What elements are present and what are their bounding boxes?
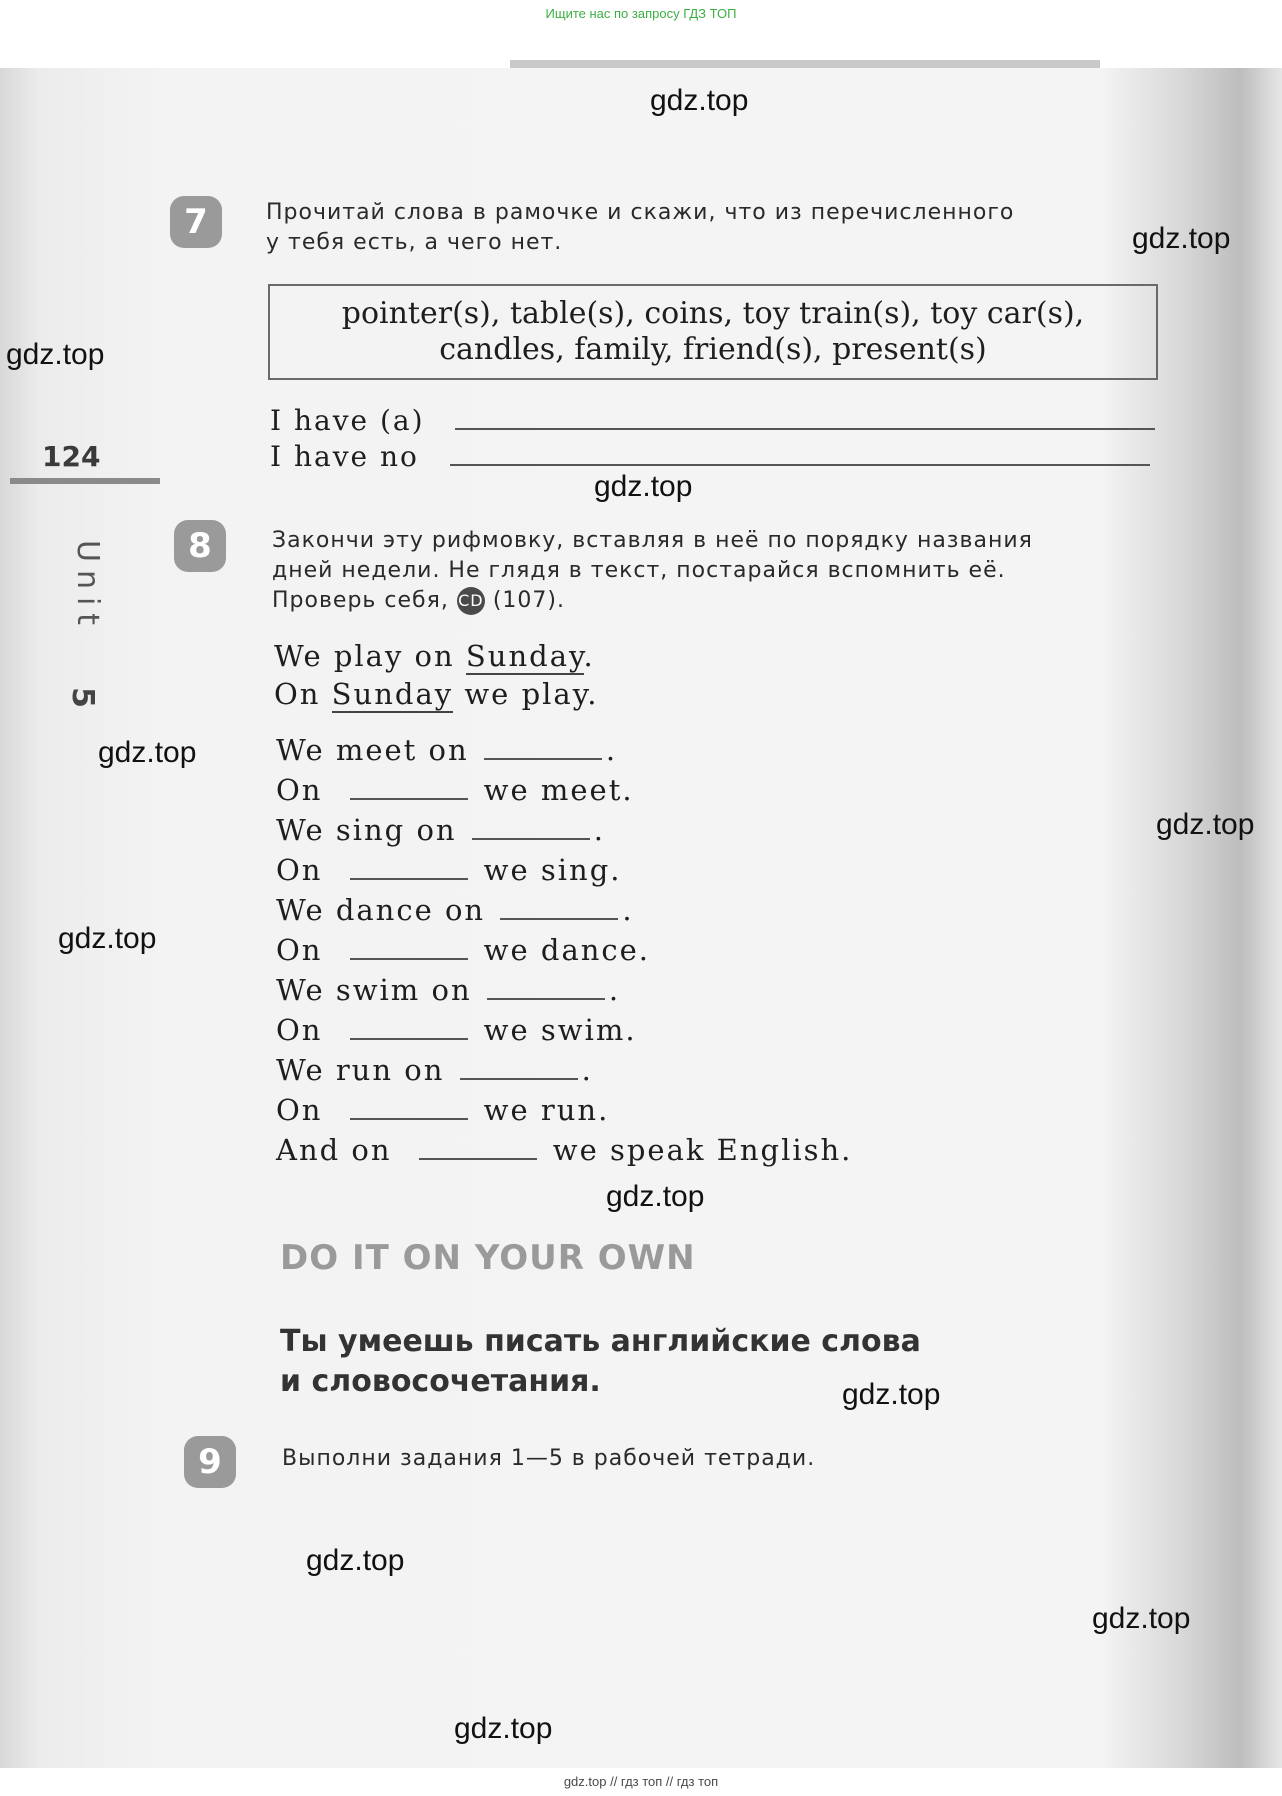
example-day: Sunday <box>331 677 454 711</box>
rhyme-line <box>276 770 852 810</box>
skill-heading <box>280 1322 921 1402</box>
rhyme-text: . <box>605 733 618 767</box>
rhyme-text: . <box>581 1053 593 1087</box>
instruction-line: у тебя есть, а чего нет. <box>266 230 563 255</box>
watermark: gdz.top <box>98 736 197 769</box>
blank[interactable] <box>350 1118 468 1120</box>
have-no-label: I have no <box>270 440 419 473</box>
rhyme-text: we swim. <box>483 1013 637 1047</box>
word-box-line: candles, family, friend(s), present(s) <box>439 332 987 367</box>
page-number-rule <box>10 478 160 484</box>
watermark: gdz.top <box>1132 222 1231 255</box>
instruction-line <box>272 586 1033 616</box>
exercise-8-instruction <box>272 526 1033 616</box>
exercise-9-instruction: Выполни задания 1—5 в рабочей тетради. <box>282 1446 816 1471</box>
blank[interactable] <box>500 918 618 920</box>
do-it-heading: DO IT ON YOUR OWN <box>280 1238 696 1278</box>
rhyme-line <box>276 730 852 770</box>
blank[interactable] <box>350 958 468 960</box>
rhyme-text: we sing. <box>483 853 622 887</box>
instruction-line: Прочитай слова в рамочке и скажи, что из перечисленного <box>266 200 1015 225</box>
rhyme <box>276 730 852 1170</box>
rhyme-line <box>276 1130 852 1170</box>
rhyme-line <box>276 970 852 1010</box>
rhyme-line <box>276 1050 852 1090</box>
blank[interactable] <box>350 798 468 800</box>
exercise-7-number: 7 <box>170 196 222 248</box>
example-text: On <box>274 677 321 711</box>
rhyme-text: . <box>622 893 634 927</box>
rhyme-text: On <box>276 1093 323 1127</box>
rhyme-text: we run. <box>483 1093 610 1127</box>
rhyme-line <box>276 890 852 930</box>
rhyme-text: we dance. <box>483 933 651 967</box>
rhyme-text: We meet on <box>276 733 469 767</box>
watermark: gdz.top <box>58 922 157 955</box>
rhyme-line <box>276 930 852 970</box>
unit-number: 5 <box>64 687 100 708</box>
cd-icon: CD <box>457 587 485 615</box>
exercise-7-instruction <box>266 198 1014 258</box>
have-label: I have (a) <box>270 404 425 437</box>
watermark: gdz.top <box>594 470 693 503</box>
instruction-text: Проверь себя, <box>272 588 449 613</box>
rhyme-text: . <box>593 813 606 847</box>
have-no-row <box>270 440 1150 473</box>
example-line <box>274 674 598 714</box>
rhyme-text: We swim on <box>276 973 472 1007</box>
rhyme-text: we meet. <box>483 773 634 807</box>
rhyme-text: We run on <box>276 1053 445 1087</box>
top-banner[interactable]: Ищите нас по запросу ГДЗ ТОП <box>545 6 737 21</box>
blank[interactable] <box>484 758 602 760</box>
rhyme-text: On <box>276 853 323 887</box>
rhyme-text: we speak English. <box>552 1133 853 1167</box>
word-box-line: pointer(s), table(s), coins, toy train(s), toy car(s), <box>341 296 1085 331</box>
page-top-edge <box>510 60 1100 68</box>
have-row <box>270 404 1155 437</box>
watermark: gdz.top <box>606 1180 705 1213</box>
rhyme-text: On <box>276 773 323 807</box>
exercise-8-number: 8 <box>174 520 226 572</box>
have-answer-line[interactable] <box>455 428 1155 430</box>
rhyme-text: On <box>276 1013 323 1047</box>
page-number: 124 <box>42 440 101 473</box>
blank[interactable] <box>460 1078 578 1080</box>
instruction-line: дней недели. Не глядя в текст, постарайся вспомнить её. <box>272 558 1006 583</box>
unit-label: Unit <box>70 540 105 634</box>
exercise-9-number: 9 <box>184 1436 236 1488</box>
skill-line: и словосочетания. <box>280 1364 601 1399</box>
rhyme-text: We sing on <box>276 813 457 847</box>
rhyme-line <box>276 1010 852 1050</box>
rhyme-line <box>276 810 852 850</box>
example-text: we play. <box>464 677 599 711</box>
blank[interactable] <box>472 838 590 840</box>
blank[interactable] <box>350 1038 468 1040</box>
example-day: Sunday <box>465 639 584 673</box>
watermark: gdz.top <box>650 84 749 117</box>
blank[interactable] <box>419 1158 537 1160</box>
rhyme-line <box>276 850 852 890</box>
rhyme-text: And on <box>276 1133 392 1167</box>
have-no-answer-line[interactable] <box>450 464 1150 466</box>
example-dot: . <box>583 639 595 673</box>
rhyme-text: On <box>276 933 323 967</box>
watermark: gdz.top <box>1156 808 1255 841</box>
watermark: gdz.top <box>454 1712 553 1745</box>
watermark: gdz.top <box>306 1544 405 1577</box>
example-text: We play on <box>274 639 455 673</box>
rhyme-line <box>276 1090 852 1130</box>
example-line <box>274 636 595 676</box>
footer-links[interactable]: gdz.top // гдз топ // гдз топ <box>563 1774 719 1789</box>
instruction-line: Закончи эту рифмовку, вставляя в неё по порядку названия <box>272 528 1033 553</box>
watermark: gdz.top <box>842 1378 941 1411</box>
skill-line: Ты умеешь писать английские слова <box>280 1324 921 1359</box>
word-box <box>268 284 1158 380</box>
blank[interactable] <box>350 878 468 880</box>
rhyme-text: We dance on <box>276 893 486 927</box>
rhyme-text: . <box>608 973 621 1007</box>
blank[interactable] <box>487 998 605 1000</box>
track-number: (107). <box>492 588 565 613</box>
watermark: gdz.top <box>1092 1602 1191 1635</box>
watermark: gdz.top <box>6 338 105 371</box>
